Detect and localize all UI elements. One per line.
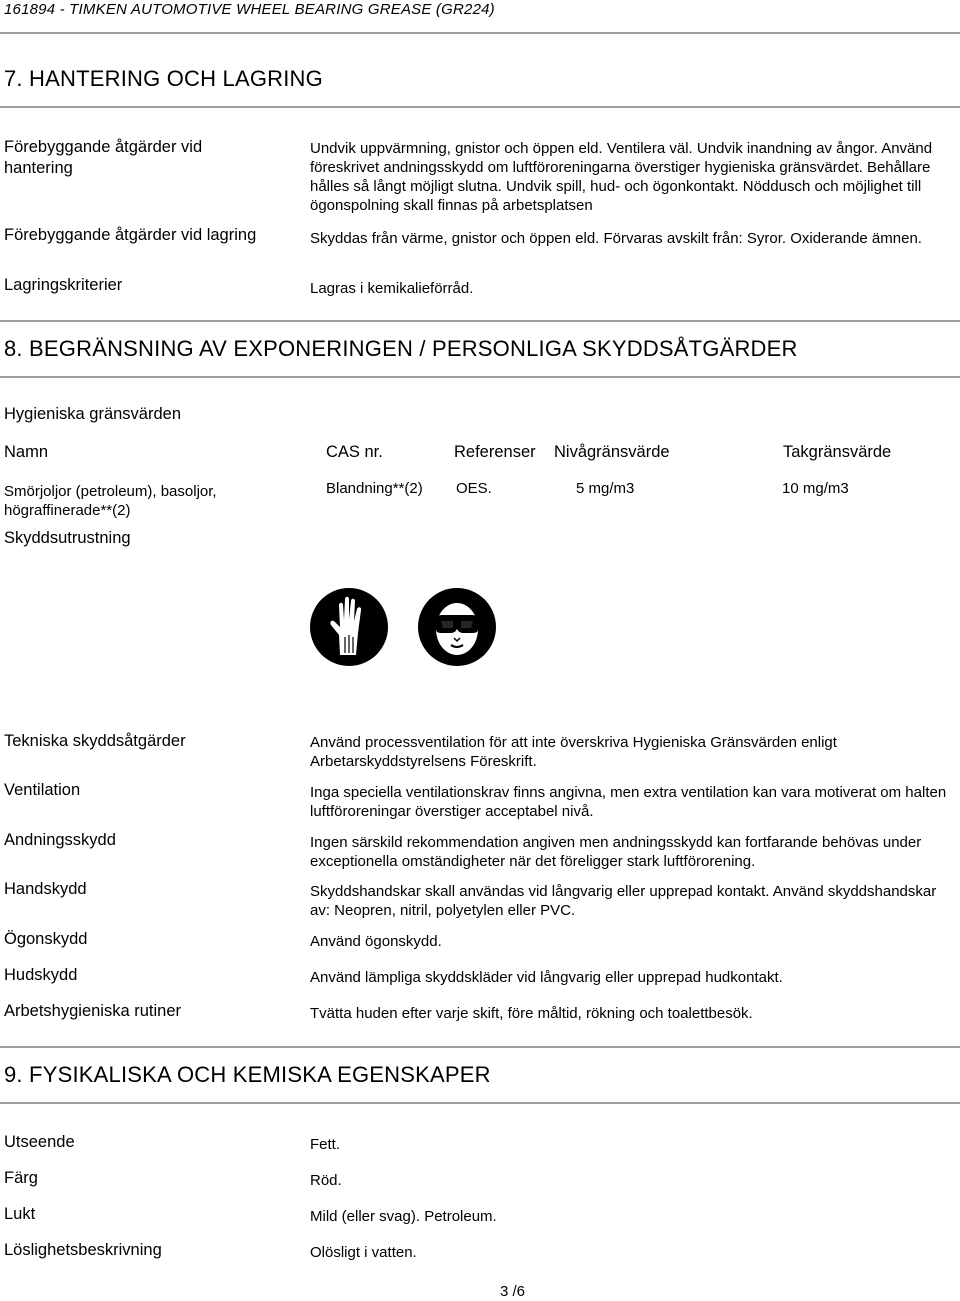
col-header-references: Referenser	[454, 443, 536, 461]
solubility-label: Löslighetsbeskrivning	[4, 1241, 162, 1259]
hygiene-routines-value: Tvätta huden efter varje skift, före måltid, rökning och toalettbesök.	[310, 1005, 753, 1022]
table-cell-level-limit: 5 mg/m3	[576, 480, 635, 497]
col-header-ceiling-limit: Takgränsvärde	[783, 443, 892, 461]
technical-measures-value: Använd processventilation för att inte överskriva Hygieniska Gränsvärden enligt Arbetarskyddstyrelsens Föreskrift.	[310, 734, 837, 770]
ventilation-value: Inga speciella ventilationskrav finns angivna, men extra ventilation kan vara motiverat om halten luftföroreningar överstiger acceptabel nivå.	[310, 784, 947, 820]
solubility-value: Olösligt i vatten.	[310, 1244, 417, 1261]
respiratory-protection-label: Andningsskydd	[4, 831, 116, 849]
section-7-title: 7. HANTERING OCH LAGRING	[4, 66, 323, 91]
color-label: Färg	[4, 1169, 38, 1187]
table-cell-ceiling-limit: 10 mg/m3	[782, 480, 849, 497]
odor-value: Mild (eller svag). Petroleum.	[310, 1208, 497, 1225]
skin-protection-label: Hudskydd	[4, 966, 78, 984]
storage-precautions-value: Skyddas från värme, gnistor och öppen eld. Förvaras avskilt från: Syror. Oxiderande ämnen.	[310, 230, 922, 247]
section-8-divider	[0, 376, 960, 378]
storage-precautions-label: Förebyggande åtgärder vid lagring	[4, 226, 257, 244]
gloves-icon	[309, 587, 389, 667]
table-cell-reference: OES.	[456, 480, 492, 497]
page-number: 3 /6	[500, 1283, 526, 1300]
section-7-divider	[0, 106, 960, 108]
eye-protection-value: Använd ögonskydd.	[310, 933, 442, 950]
ventilation-label: Ventilation	[4, 781, 81, 799]
odor-label: Lukt	[4, 1205, 36, 1223]
safety-goggles-icon	[417, 587, 497, 667]
handling-precautions-label: Förebyggande åtgärder vid hantering	[4, 138, 203, 177]
protective-equipment-heading: Skyddsutrustning	[4, 529, 131, 547]
eye-protection-label: Ögonskydd	[4, 930, 88, 948]
hand-protection-label: Handskydd	[4, 880, 87, 898]
col-header-cas: CAS nr.	[326, 443, 383, 461]
hygiene-limits-heading: Hygieniska gränsvärden	[4, 405, 182, 423]
section-8-title: 8. BEGRÄNSNING AV EXPONERINGEN / PERSONLIGA SKYDDSÅTGÄRDER	[4, 336, 798, 361]
technical-measures-label: Tekniska skyddsåtgärder	[4, 732, 186, 750]
table-cell-name: Smörjoljor (petroleum), basoljor, högraffinerade**(2)	[4, 483, 217, 519]
hand-protection-value: Skyddshandskar skall användas vid långvarig eller upprepad kontakt. Använd skyddshandskar av: Neopren, nitril, polyetylen eller PVC.	[310, 883, 937, 919]
storage-criteria-label: Lagringskriterier	[4, 276, 123, 294]
appearance-value: Fett.	[310, 1136, 341, 1153]
section-9-top-divider	[0, 1046, 960, 1048]
table-cell-cas: Blandning**(2)	[326, 480, 423, 497]
section-9-title: 9. FYSIKALISKA OCH KEMISKA EGENSKAPER	[4, 1062, 491, 1087]
document-header-title: 161894 - TIMKEN AUTOMOTIVE WHEEL BEARING GREASE (GR224)	[4, 1, 495, 18]
col-header-level-limit: Nivågränsvärde	[554, 443, 670, 461]
header-divider	[0, 32, 960, 34]
respiratory-protection-value: Ingen särskild rekommendation angiven men andningsskydd kan fortfarande behövas under exceptionella omständigheter när det föreligger stark luftförorening.	[310, 834, 922, 870]
section-9-divider	[0, 1102, 960, 1104]
appearance-label: Utseende	[4, 1133, 75, 1151]
hygiene-routines-label: Arbetshygieniska rutiner	[4, 1002, 182, 1020]
col-header-name: Namn	[4, 443, 49, 461]
handling-precautions-value: Undvik uppvärmning, gnistor och öppen eld. Ventilera väl. Undvik inandning av ångor. Använd föreskrivet andningsskydd om luftföroreningarna överstiger hygieniska gränsvärdet. Behållare hålles så långt möjligt slutna. Undvik spill, hud- och ögonkontakt. Nöddusch och möjlighet till ögonspolning skall finnas på arbetsplatsen	[310, 140, 933, 214]
skin-protection-value: Använd lämpliga skyddskläder vid långvarig eller upprepad hudkontakt.	[310, 969, 783, 986]
color-value: Röd.	[310, 1172, 342, 1189]
storage-criteria-value: Lagras i kemikalieförråd.	[310, 280, 474, 297]
section-8-top-divider	[0, 320, 960, 322]
